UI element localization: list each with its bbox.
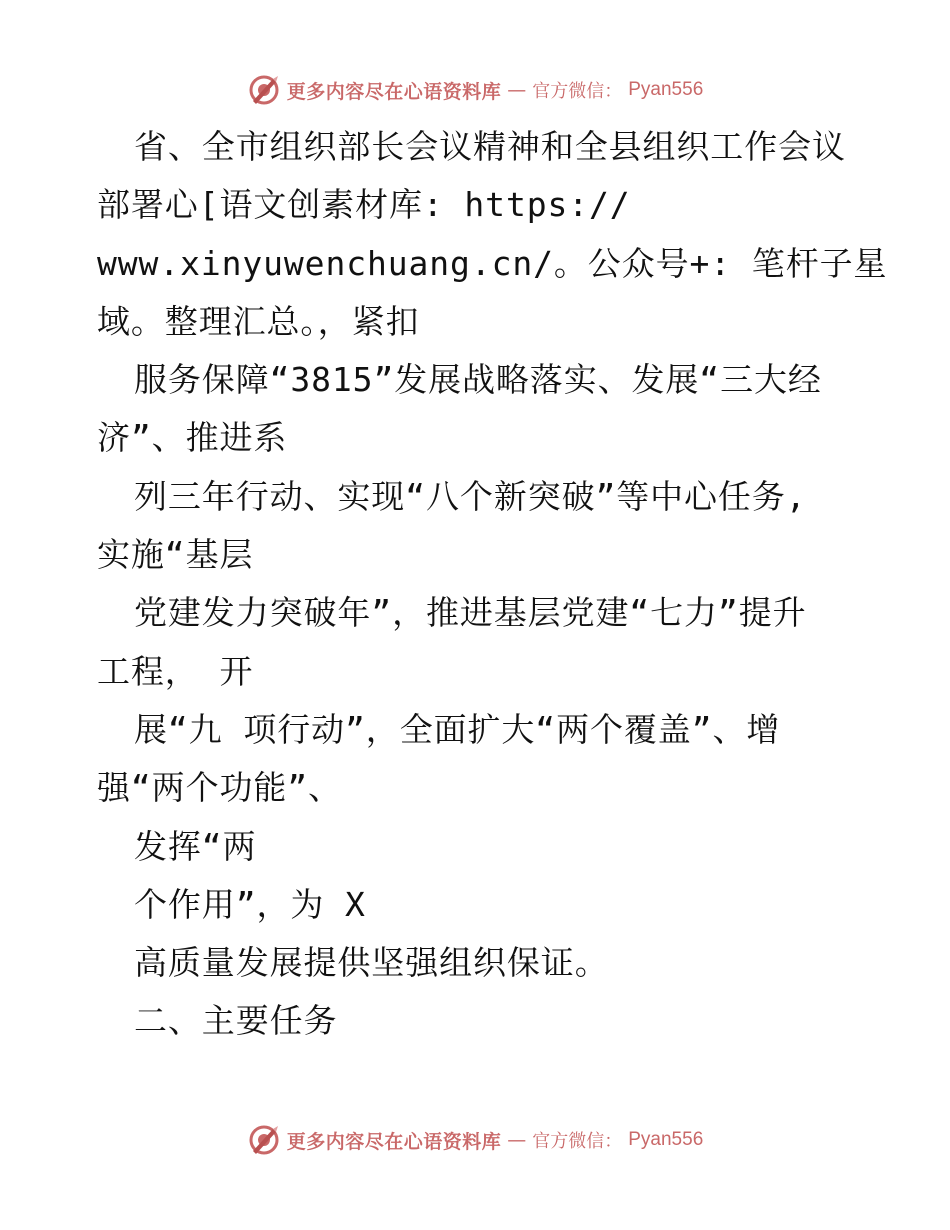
document-body	[97, 118, 887, 1051]
text-line: 列三年行动、实现“八个新突破”等中心任务,	[134, 476, 807, 516]
text-line: 党建发力突破年”，推进基层党建“七力”提升	[134, 593, 807, 633]
footer-watermark	[0, 1120, 950, 1160]
banner-wechat-id: Pyan556	[628, 79, 704, 100]
section-heading: 二、主要任务	[134, 1001, 338, 1041]
text-line: 部署心[语文创素材库: https://	[97, 185, 631, 225]
banner-side-text: 官方微信：	[532, 81, 623, 102]
text-line: 个作用”，为 X	[134, 884, 366, 924]
pen-logo-icon	[247, 1123, 281, 1157]
banner-main-text: 更多内容尽在心语资料库	[286, 1130, 502, 1153]
text-line: 强“两个功能”、	[97, 768, 342, 808]
text-line: 高质量发展提供坚强组织保证。	[134, 943, 609, 983]
banner-dash: —	[507, 1129, 527, 1151]
text-line: 工程， 开	[97, 651, 254, 691]
banner-main-text: 更多内容尽在心语资料库	[286, 80, 502, 103]
pen-logo-icon	[247, 73, 281, 107]
text-line: 域。整理汇总。，紧扣	[97, 301, 420, 341]
text-line: www.xinyuwenchuang.cn/。公众号+: 笔杆子星	[97, 243, 888, 283]
text-line: 济”、推进系	[97, 418, 288, 458]
text-line: 实施“基层	[97, 535, 254, 575]
text-line: 发挥“两	[134, 826, 257, 866]
banner-wechat-id: Pyan556	[628, 1129, 704, 1150]
banner-dash: —	[507, 79, 527, 101]
text-line: 省、全市组织部长会议精神和全县组织工作会议	[134, 127, 846, 166]
header-watermark	[0, 70, 950, 110]
text-line: 服务保障“3815”发展战略落实、发展“三大经	[134, 360, 822, 400]
text-line: 展“九 项行动”，全面扩大“两个覆盖”、增	[134, 709, 781, 749]
banner-side-text: 官方微信：	[532, 1131, 623, 1152]
